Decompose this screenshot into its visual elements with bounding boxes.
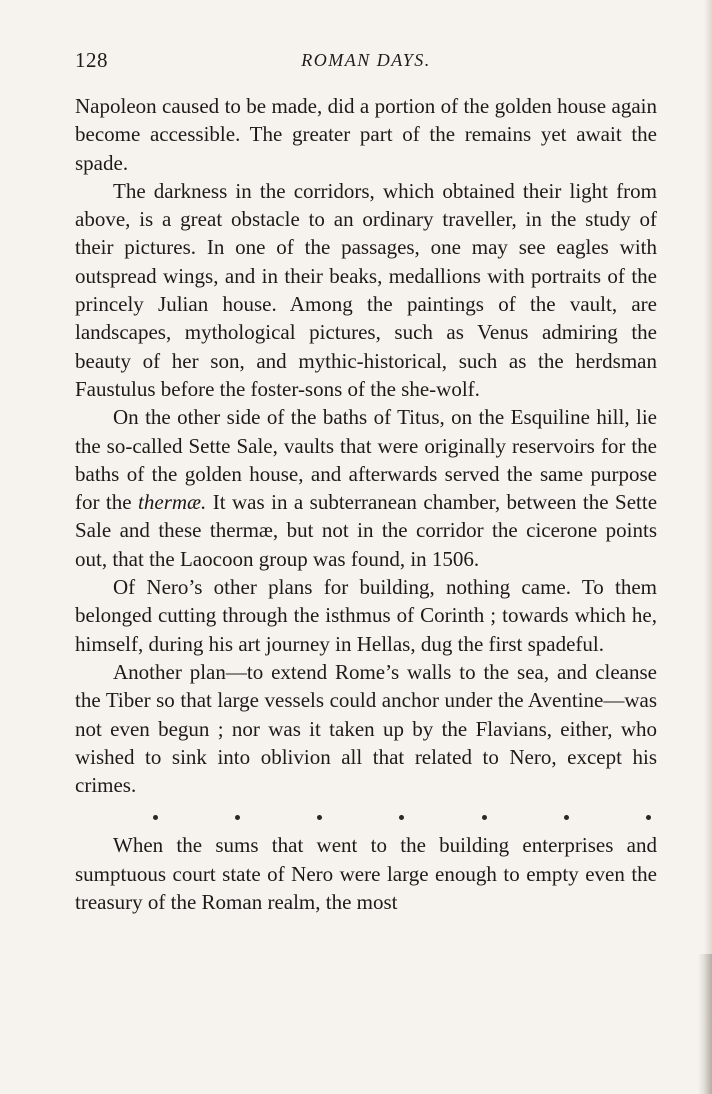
paragraph-5	[75, 658, 657, 799]
section-dot	[317, 815, 322, 820]
paragraph-3-text-start: On the other side of the baths of Titus, on the Esquiline hill, lie the so-called Sette Sale, vaults that were originally reservoirs for the baths of the golden house, and afterwards served the same purpose for the	[75, 405, 657, 515]
paragraph-3-text-end: It was in a subterranean chamber, between the Sette Sale and these thermæ, but not in the corridor the cicerone points out, that the Laocoon group was found, in 1506.	[75, 490, 658, 571]
section-break-dots	[75, 799, 657, 831]
paragraph-5-text: Another plan—to extend Rome’s walls to the sea, and cleanse the Tiber so that large vessels could anchor under the Aventine—was not even begun ; nor was it taken up by the Flavians, either, who wished to sink into oblivion all that related to Nero, except his crimes.	[75, 659, 657, 798]
paragraph-2	[75, 177, 657, 403]
page-spine-shadow	[704, 0, 712, 1094]
paragraph-2-text: The darkness in the corridors, which obtained their light from above, is a great obstacle to an ordinary traveller, in the study of their pictures. In one of the passages, one may see eagles with outspread wings, and in their beaks, medallions with portraits of the princely Julian house. Among the paintings of the vault, are landscapes, mythological pictures, such as Venus admiring the beauty of her son, and mythic-historical, such as the herdsman Faustulus before the foster-sons of the she-wolf.	[75, 178, 657, 401]
paragraph-1-text: Napoleon caused to be made, did a portion of the golden house again become accessible. The greater part of the remains yet await the spade.	[75, 94, 657, 175]
section-dot	[153, 815, 158, 820]
body-text	[75, 92, 657, 916]
paragraph-1	[75, 92, 657, 177]
section-dot	[564, 815, 569, 820]
page-edge-shadow	[698, 954, 712, 1094]
paragraph-3	[75, 403, 657, 573]
page-header	[75, 48, 657, 78]
page-number: 128	[75, 48, 108, 72]
section-dot	[482, 815, 487, 820]
paragraph-3-italic-term: thermæ.	[138, 490, 207, 515]
paragraph-4-text: Of Nero’s other plans for building, nothing came. To them belonged cutting through the isthmus of Corinth ; towards which he, himself, during his art journey in Hellas, dug the first spadeful.	[75, 575, 657, 656]
running-title: ROMAN DAYS.	[301, 50, 431, 70]
section-dot	[399, 815, 404, 820]
paragraph-4	[75, 573, 657, 658]
paragraph-6	[75, 831, 657, 916]
paragraph-6-text: When the sums that went to the building enterprises and sumptuous court state of Nero were large enough to empty even the treasury of the Roman realm, the most	[75, 833, 657, 915]
section-dot	[235, 815, 240, 820]
section-dot	[646, 815, 651, 820]
